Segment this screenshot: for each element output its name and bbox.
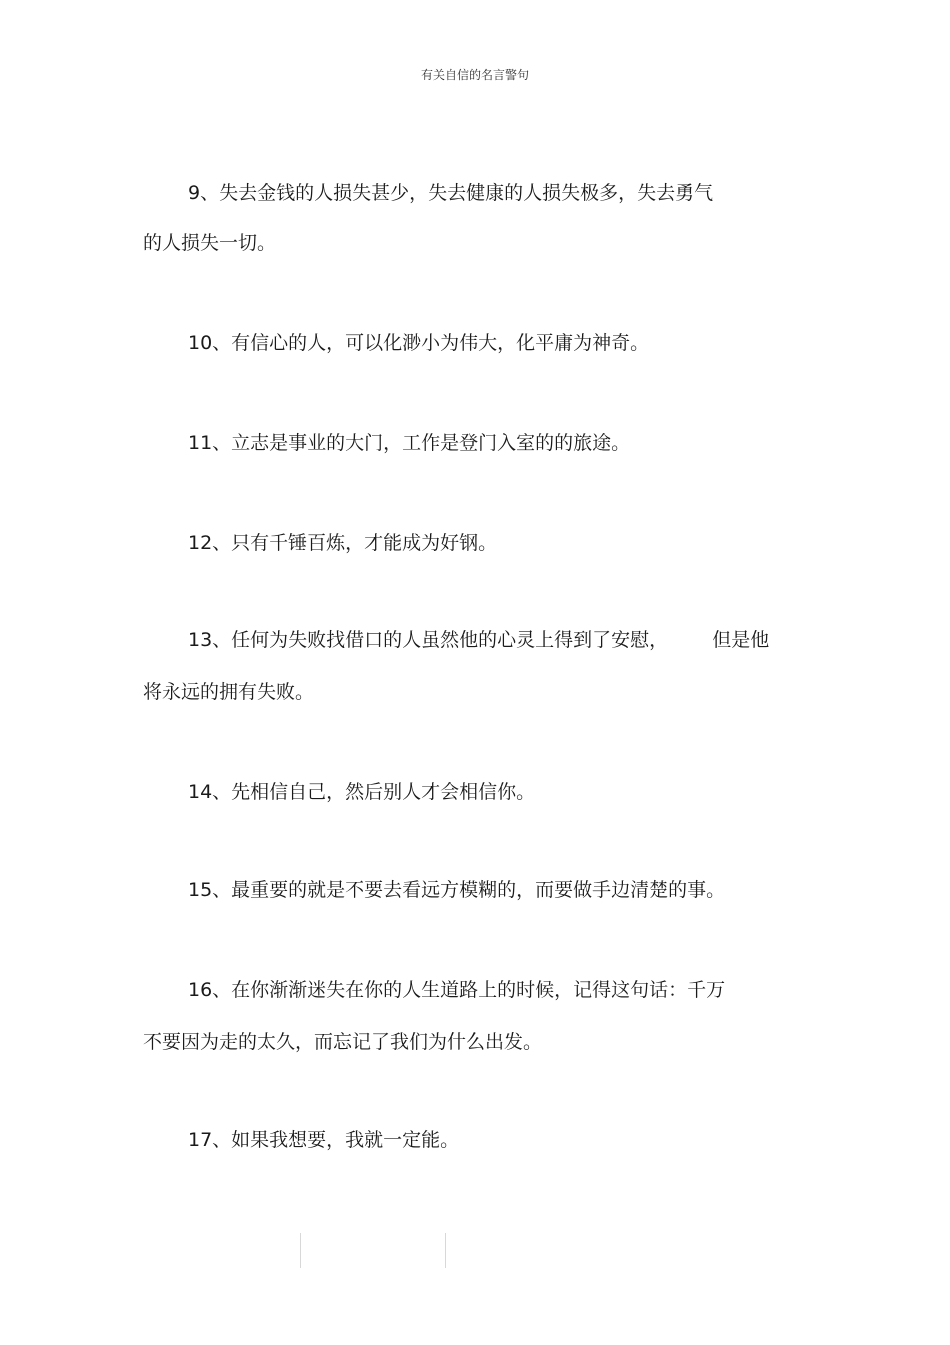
page-header: 有关自信的名言警句 xyxy=(420,68,529,82)
quote-10-line-1: 10、有信心的人，可以化渺小为伟大，化平庸为神奇。 xyxy=(188,332,650,354)
quote-13-line-1 xyxy=(188,628,769,652)
quote-11-line-1: 11、立志是事业的大门，工作是登门入室的的旅途。 xyxy=(188,432,631,454)
footer-divider-right xyxy=(445,1233,446,1268)
footer-divider-left xyxy=(300,1233,301,1268)
quote-15-line-1: 15、最重要的就是不要去看远方模糊的，而要做手边清楚的事。 xyxy=(188,879,726,901)
quote-9-line-2: 的人损失一切。 xyxy=(143,232,277,254)
quote-17-line-1: 17、如果我想要，我就一定能。 xyxy=(188,1129,460,1151)
quote-13-line-1-part-2: 但是他 xyxy=(712,629,770,651)
quote-14-line-1: 14、先相信自己，然后别人才会相信你。 xyxy=(188,781,536,803)
quote-13-line-2: 将永远的拥有失败。 xyxy=(143,681,315,703)
quote-9-line-1: 9、失去金钱的人损失甚少，失去健康的人损失极多，失去勇气 xyxy=(188,182,714,204)
quote-16-line-1: 16、在你渐渐迷失在你的人生道路上的时候，记得这句话：千万 xyxy=(188,979,726,1001)
quote-12-line-1: 12、只有千锤百炼，才能成为好钢。 xyxy=(188,532,498,554)
quote-13-line-1-part-1: 13、任何为失败找借口的人虽然他的心灵上得到了安慰， xyxy=(188,629,669,651)
quote-16-line-2: 不要因为走的太久，而忘记了我们为什么出发。 xyxy=(143,1031,543,1053)
